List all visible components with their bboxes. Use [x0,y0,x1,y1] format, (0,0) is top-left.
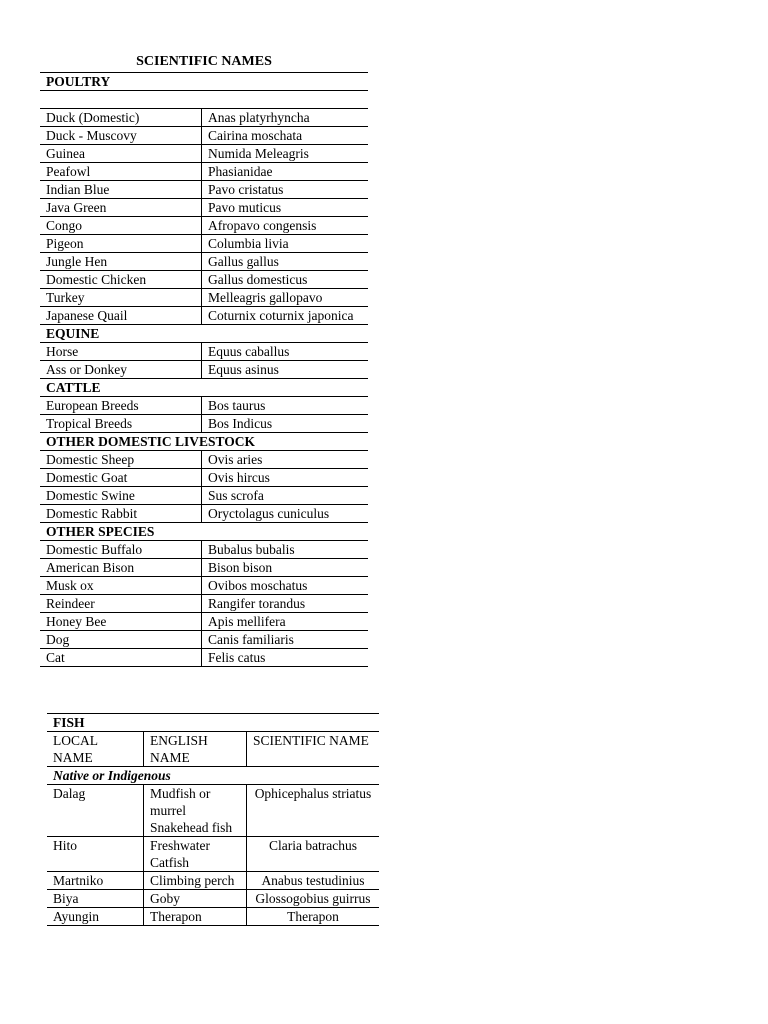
common-name-cell: European Breeds [40,397,202,415]
scientific-name-cell: Ovibos moschatus [202,577,369,595]
local-name-cell: Hito [47,837,144,872]
common-name-cell: American Bison [40,559,202,577]
column-header: LOCAL NAME [47,732,144,767]
table-row [40,163,368,181]
section-heading: POULTRY [40,73,368,91]
scientific-name-cell: Anas platyrhyncha [202,109,369,127]
table-row [40,541,368,559]
scientific-name-cell: Therapon [247,908,380,926]
english-name-cell: Goby [144,890,247,908]
scientific-name-cell: Canis familiaris [202,631,369,649]
section-header-other_species [40,523,368,541]
table-row [40,451,368,469]
table-row [40,307,368,325]
table-row [40,217,368,235]
table-row [40,343,368,361]
table-row [40,397,368,415]
table-row [47,837,379,872]
common-name-cell: Ass or Donkey [40,361,202,379]
common-name-cell: Turkey [40,289,202,307]
scientific-name-cell: Oryctolagus cuniculus [202,505,369,523]
table-row [40,199,368,217]
table-row [40,505,368,523]
column-header: SCIENTIFIC NAME [247,732,380,767]
table-row [47,908,379,926]
common-name-cell: Domestic Rabbit [40,505,202,523]
table-row [40,145,368,163]
table-row [40,649,368,667]
scientific-name-cell: Felis catus [202,649,369,667]
scientific-name-cell: Afropavo congensis [202,217,369,235]
common-name-cell: Domestic Chicken [40,271,202,289]
common-name-cell: Domestic Goat [40,469,202,487]
common-name-cell: Cat [40,649,202,667]
table-row [40,469,368,487]
scientific-name-cell: Columbia livia [202,235,369,253]
table-row [40,127,368,145]
table-row [40,415,368,433]
table-row [40,487,368,505]
common-name-cell: Horse [40,343,202,361]
fish-names-table [47,713,379,926]
scientific-name-cell: Equus asinus [202,361,369,379]
common-name-cell: Jungle Hen [40,253,202,271]
section-header-equine [40,325,368,343]
scientific-name-cell: Cairina moschata [202,127,369,145]
scientific-name-cell: Glossogobius guirrus [247,890,380,908]
scientific-name-cell: Coturnix coturnix japonica [202,307,369,325]
common-name-cell: Honey Bee [40,613,202,631]
common-name-cell: Guinea [40,145,202,163]
scientific-name-cell: Melleagris gallopavo [202,289,369,307]
common-name-cell: Tropical Breeds [40,415,202,433]
section-header-poultry [40,73,368,91]
section-heading: OTHER DOMESTIC LIVESTOCK [40,433,368,451]
section-header-cattle [40,379,368,397]
scientific-name-cell: Pavo cristatus [202,181,369,199]
table-row [40,235,368,253]
scientific-name-cell: Gallus domesticus [202,271,369,289]
table-row [40,253,368,271]
section-header-other_livestock [40,433,368,451]
table-row [40,577,368,595]
common-name-cell: Pigeon [40,235,202,253]
section-heading: EQUINE [40,325,368,343]
spacer-row [40,91,368,109]
common-name-cell: Indian Blue [40,181,202,199]
table-row [47,785,379,837]
english-name-cell: Mudfish or murrel Snakehead fish [144,785,247,837]
table-row [40,271,368,289]
table-row [40,361,368,379]
local-name-cell: Biya [47,890,144,908]
common-name-cell: Duck - Muscovy [40,127,202,145]
common-name-cell: Domestic Swine [40,487,202,505]
fish-section-heading: FISH [47,714,379,732]
page-title: SCIENTIFIC NAMES [136,54,272,69]
scientific-name-cell: Gallus gallus [202,253,369,271]
table-row [40,181,368,199]
common-name-cell: Domestic Sheep [40,451,202,469]
scientific-name-cell: Phasianidae [202,163,369,181]
common-name-cell: Peafowl [40,163,202,181]
animal-names-table [40,72,368,667]
column-header-row [47,732,379,767]
english-name-cell: Freshwater Catfish [144,837,247,872]
common-name-cell: Duck (Domestic) [40,109,202,127]
scientific-name-cell: Bison bison [202,559,369,577]
subsection-heading: Native or Indigenous [47,767,379,785]
table-row [40,595,368,613]
scientific-name-cell: Ovis aries [202,451,369,469]
scientific-name-cell: Sus scrofa [202,487,369,505]
table-row [40,109,368,127]
scientific-name-cell: Pavo muticus [202,199,369,217]
scientific-name-cell: Claria batrachus [247,837,380,872]
scientific-name-cell: Bubalus bubalis [202,541,369,559]
common-name-cell: Reindeer [40,595,202,613]
scientific-name-cell: Ovis hircus [202,469,369,487]
column-header: ENGLISH NAME [144,732,247,767]
common-name-cell: Musk ox [40,577,202,595]
common-name-cell: Japanese Quail [40,307,202,325]
scientific-name-cell: Anabus testudinius [247,872,380,890]
english-name-cell: Climbing perch [144,872,247,890]
table-row [40,613,368,631]
scientific-name-cell: Apis mellifera [202,613,369,631]
table-row [47,890,379,908]
table-row [40,289,368,307]
common-name-cell: Dog [40,631,202,649]
scientific-name-cell: Rangifer torandus [202,595,369,613]
scientific-name-cell: Ophicephalus striatus [247,785,380,837]
table-row [40,559,368,577]
scientific-name-cell: Equus caballus [202,343,369,361]
section-heading: CATTLE [40,379,368,397]
scientific-name-cell: Bos taurus [202,397,369,415]
common-name-cell: Domestic Buffalo [40,541,202,559]
local-name-cell: Ayungin [47,908,144,926]
english-name-cell: Therapon [144,908,247,926]
local-name-cell: Martniko [47,872,144,890]
common-name-cell: Java Green [40,199,202,217]
common-name-cell: Congo [40,217,202,235]
section-heading: OTHER SPECIES [40,523,368,541]
table-row [40,631,368,649]
scientific-name-cell: Numida Meleagris [202,145,369,163]
local-name-cell: Dalag [47,785,144,837]
scientific-name-cell: Bos Indicus [202,415,369,433]
table-row [47,872,379,890]
